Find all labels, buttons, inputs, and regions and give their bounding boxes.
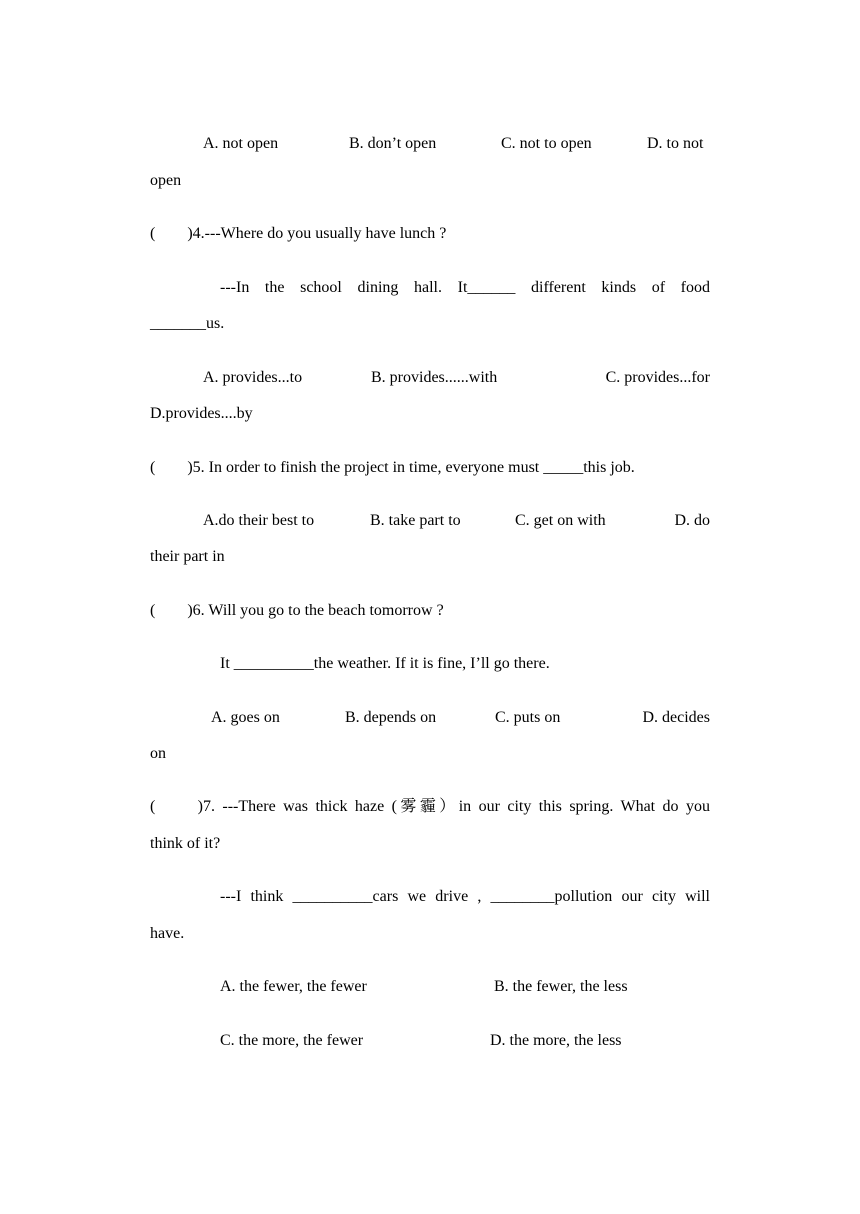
q4-answer-line2: _______us. xyxy=(150,315,225,332)
q5-option-b: B. take part to xyxy=(370,512,461,529)
q4-prompt: ( )4.---Where do you usually have lunch ? xyxy=(150,225,447,242)
q3-option-d: D. to not xyxy=(647,135,704,152)
q3-option-b: B. don’t open xyxy=(349,135,437,152)
q6-prompt: ( )6. Will you go to the beach tomorrow ? xyxy=(150,602,444,619)
q7-option-a: A. the fewer, the fewer xyxy=(220,978,367,995)
q7-option-d: D. the more, the less xyxy=(490,1032,622,1049)
q4-option-wrap: D.provides....by xyxy=(150,405,253,422)
q6-option-c: C. puts on xyxy=(495,709,561,726)
q6-option-a: A. goes on xyxy=(211,709,280,726)
q4-option-c: C. provides...for xyxy=(605,369,710,386)
q7-answer-line2: have. xyxy=(150,925,185,942)
q4-option-a: A. provides...to xyxy=(203,369,303,386)
q7-answer-line1: ---I think __________cars we drive , ________pollution our city will xyxy=(220,888,710,905)
q5-option-c: C. get on with xyxy=(515,512,606,529)
q6-answer: It __________the weather. If it is fine, I’ll go there. xyxy=(220,655,550,672)
q6-option-b: B. depends on xyxy=(345,709,437,726)
q6-option-wrap: on xyxy=(150,745,166,762)
q4-option-b: B. provides......with xyxy=(371,369,498,386)
q3-option-wrap: open xyxy=(150,172,182,189)
q3-option-c: C. not to open xyxy=(501,135,592,152)
q5-option-d: D. do xyxy=(674,512,710,529)
q5-prompt: ( )5. In order to finish the project in time, everyone must _____this job. xyxy=(150,459,635,476)
q6-option-d: D. decides xyxy=(642,709,710,726)
q7-prompt-line2: think of it? xyxy=(150,835,221,852)
q3-option-a: A. not open xyxy=(203,135,279,152)
q5-option-wrap: their part in xyxy=(150,548,225,565)
q7-option-c: C. the more, the fewer xyxy=(220,1032,364,1049)
q5-option-a: A.do their best to xyxy=(203,512,315,529)
q4-answer-line1: ---In the school dining hall. It______ different kinds of food xyxy=(220,279,710,296)
q7-prompt-line1: ( )7. ---There was thick haze (雾霾）in our city this spring. What do you xyxy=(150,798,710,815)
q7-option-b: B. the fewer, the less xyxy=(494,978,628,995)
